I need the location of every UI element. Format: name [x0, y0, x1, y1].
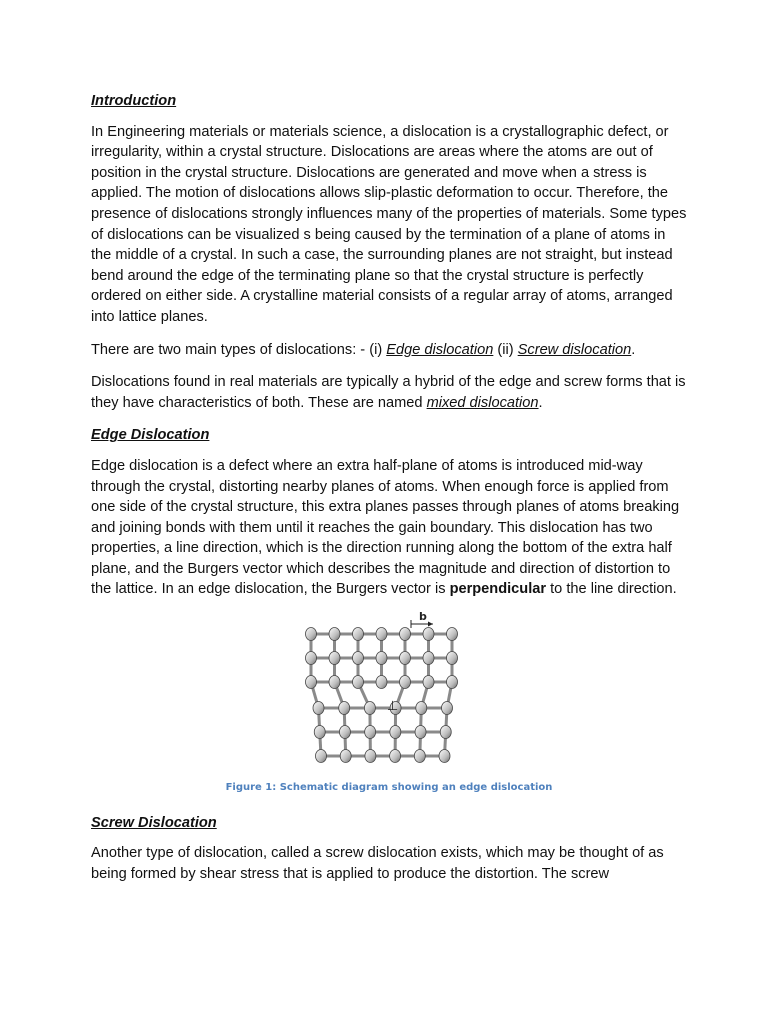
lattice-atom — [440, 726, 451, 739]
lattice-atom — [329, 628, 340, 641]
mixed-dislocation-paragraph — [91, 372, 687, 413]
screw-dislocation-paragraph: Another type of dislocation, called a screw dislocation exists, which may be thought of as being formed by shear stress that is applied to produce the distortion. The screw — [91, 845, 664, 882]
lattice-atom — [400, 652, 411, 665]
lattice-atom — [447, 652, 458, 665]
dislocation-types-paragraph — [91, 340, 687, 361]
lattice-atom — [442, 702, 453, 715]
lattice-atom — [314, 726, 325, 739]
lattice-atom — [400, 628, 411, 641]
lattice-atom — [339, 702, 350, 715]
edge-dislocation-paragraph — [91, 456, 687, 600]
dislocation-symbol: ⊥ — [387, 699, 399, 715]
lattice-atom — [376, 676, 387, 689]
lattice-atom — [423, 628, 434, 641]
lattice-atom — [353, 676, 364, 689]
lattice-atom — [353, 652, 364, 665]
lattice-atom — [416, 702, 427, 715]
types-suffix: . — [631, 341, 636, 358]
lattice-atom — [400, 676, 411, 689]
lattice-atom — [376, 652, 387, 665]
lattice-atom — [339, 726, 350, 739]
perpendicular-term: perpendicular — [449, 581, 547, 598]
figure-caption: Figure 1: Schematic diagram showing an edge dislocation — [225, 782, 553, 794]
lattice-atom — [329, 652, 340, 665]
lattice-atom — [390, 726, 401, 739]
screw-dislocation-heading: Screw Dislocation — [91, 814, 217, 831]
introduction-paragraph: In Engineering materials or materials science, a dislocation is a crystallographic defect, or irregularity, within a crystal structure. Dislocations are areas where the atoms are out of position in the crystal structure. Dislocations are generated and move when a stress is applied. The motion of dislocations allows slip-plastic deformation to occur. Therefore, the presence of dislocations strongly influences many of the properties of materials. Some types of dislocations can be visualized s being caused by the termination of a plane of atoms in the middle of a crystal. In such a case, the surrounding planes are not straight, but instead bend around the edge of the terminating plane so that the crystal structure is perfectly ordered on either side. A crystalline material consists of a regular array of atoms, arranged into lattice planes. — [91, 123, 687, 325]
lattice-atom — [329, 676, 340, 689]
burgers-vector — [411, 612, 433, 628]
lattice-atom — [306, 676, 317, 689]
edge-text: Edge dislocation is a defect where an extra half-plane of atoms is introduced mid-way through the crystal, distorting nearby planes of atoms. When enough force is applied from one side of the crystal structure, this extra planes passes through planes of atoms breaking and joining bonds with them until it reaches the gain boundary. This dislocation has two properties, a line direction, which is the direction running along the bottom of the extra half plane, and the Burgers vector which describes the magnitude and direction of distortion to the lattice. In an edge dislocation, the Burgers vector is — [91, 457, 680, 598]
lattice-atom — [390, 750, 401, 763]
edge-dislocation-term: Edge dislocation — [386, 341, 494, 358]
lattice-atom — [447, 628, 458, 641]
types-prefix: There are two main types of dislocations: - (i) — [91, 341, 387, 358]
introduction-heading: Introduction — [91, 93, 177, 109]
lattice-atom — [306, 628, 317, 641]
lattice-atom — [365, 750, 376, 763]
lattice-atom — [447, 676, 458, 689]
lattice-atom — [306, 652, 317, 665]
figure-1 — [91, 612, 687, 799]
lattice-atom — [353, 628, 364, 641]
lattice-atom — [340, 750, 351, 763]
lattice-atom — [415, 726, 426, 739]
lattice-atom — [423, 676, 434, 689]
lattice-atom — [364, 702, 375, 715]
lattice-atom — [414, 750, 425, 763]
screw-dislocation-term: Screw dislocation — [517, 341, 632, 358]
burgers-vector-label: b — [419, 612, 427, 624]
lattice-atom — [423, 652, 434, 665]
lattice-atom — [316, 750, 327, 763]
edge-dislocation-heading: Edge Dislocation — [91, 427, 210, 444]
mixed-suffix: . — [538, 394, 543, 411]
document-content — [91, 91, 687, 896]
lattice-atom — [376, 628, 387, 641]
types-mid: (ii) — [493, 341, 518, 358]
mixed-text: Dislocations found in real materials are typically a hybrid of the edge and screw forms that is they have characteristics of both. These are named — [91, 374, 686, 411]
lattice-atom — [439, 750, 450, 763]
lattice-atom — [365, 726, 376, 739]
mixed-dislocation-term: mixed dislocation — [426, 394, 539, 411]
lattice-atom — [313, 702, 324, 715]
edge-dislocation-diagram — [299, 612, 479, 772]
edge-text-end: to the line direction. — [546, 581, 677, 598]
